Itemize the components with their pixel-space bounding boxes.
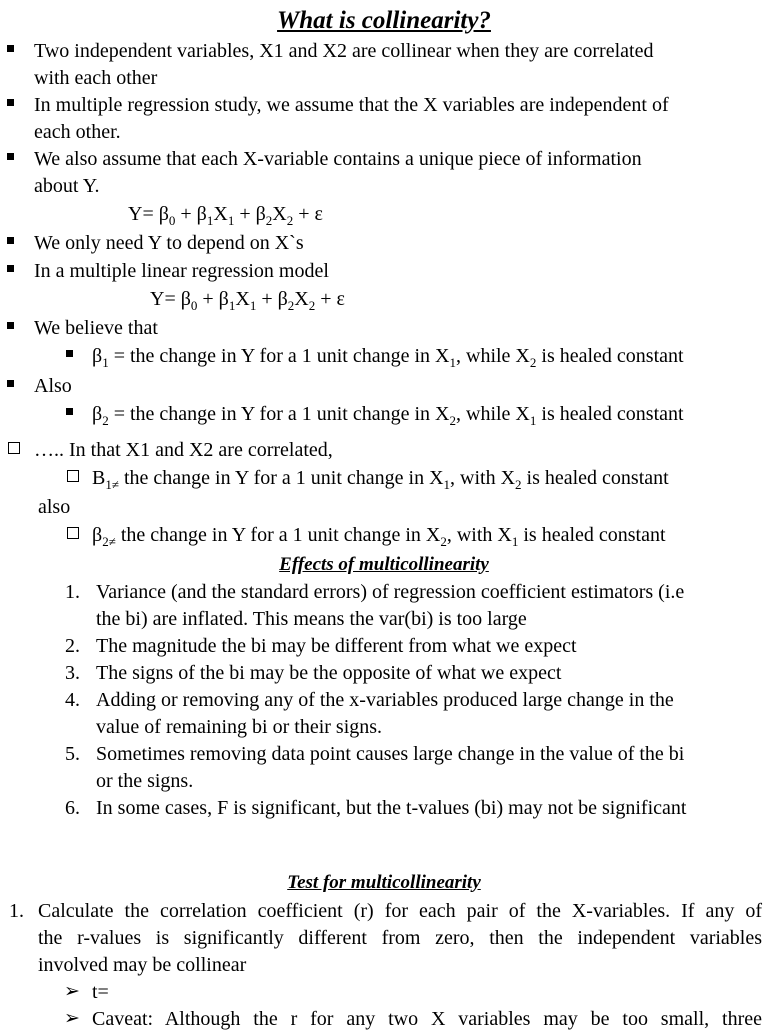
list-number: 2. <box>65 635 80 657</box>
test-item-line: the r-values is significantly different from zero, then the independent variables <box>38 927 762 949</box>
bullet-text: In multiple regression study, we assume that the X variables are independent of <box>34 94 669 116</box>
also-text: also <box>38 496 71 518</box>
effect-item-line: Adding or removing any of the x-variables produced large change in the <box>96 689 674 711</box>
bullet-marker <box>7 45 14 52</box>
bullet-text-cont: about Y. <box>34 175 100 197</box>
bullet-marker <box>7 265 14 272</box>
effect-item-line: Variance (and the standard errors) of regression coefficient estimators (i.e <box>96 581 685 603</box>
bullet-marker <box>7 153 14 160</box>
test-heading: Test for multicollinearity <box>287 872 481 893</box>
effects-heading: Effects of multicollinearity <box>279 554 489 575</box>
bullet-text: We also assume that each X-variable contains a unique piece of information <box>34 148 642 170</box>
beta2-not-equal-line: $\beta_{2\ne}$ the change in Y for a 1 unit change in $X_2$, with $X_1$ is healed constant <box>92 524 666 549</box>
effect-item-line: The magnitude the bi may be different from what we expect <box>96 635 577 657</box>
checkbox-bullet <box>67 470 79 482</box>
effect-item-line: the bi) are inflated. This means the var(bi) is too large <box>96 608 527 630</box>
bullet-text: We only need Y to depend on X`s <box>34 232 304 254</box>
t-equation: t= <box>92 981 109 1003</box>
arrow-bullet-icon: ➢ <box>64 981 80 1002</box>
page-title: What is collinearity? <box>277 7 491 34</box>
effect-item-line: value of remaining bi or their signs. <box>96 716 383 738</box>
bullet-text: Two independent variables, X1 and X2 are collinear when they are correlated <box>34 40 654 62</box>
list-number: 4. <box>65 689 80 711</box>
test-item-line: involved may be collinear <box>38 954 247 976</box>
list-number: 3. <box>65 662 80 684</box>
effect-item-line: In some cases, F is significant, but the t-values (bi) may not be significant <box>96 797 687 819</box>
caveat-line: Caveat: Although the r for any two X variables may be too small, three <box>92 1008 762 1030</box>
bullet-marker <box>7 380 14 387</box>
list-number: 5. <box>65 743 80 765</box>
bullet-text: Also <box>34 375 72 397</box>
bullet-text: We believe that <box>34 317 158 339</box>
bullet-text-cont: each other. <box>34 121 121 143</box>
test-item-line: Calculate the correlation coefficient (r) for each pair of the X-variables. If any of <box>38 900 762 922</box>
regression-equation: $Y= \beta_0 + \beta_1X_1 + \beta_2X_2 + \varepsilon$ <box>150 288 345 313</box>
list-number: 6. <box>65 797 80 819</box>
b1-not-equal-line: $B_{1\ne}$ the change in Y for a 1 unit change in $X_1$, with $X_2$ is healed constant <box>92 467 669 492</box>
correlated-intro: ….. In that X1 and X2 are correlated, <box>34 439 333 461</box>
list-number: 1. <box>9 900 24 922</box>
checkbox-bullet <box>67 527 79 539</box>
bullet-marker <box>7 237 14 244</box>
list-number: 1. <box>65 581 80 603</box>
bullet-text-cont: with each other <box>34 67 158 89</box>
effect-item-line: Sometimes removing data point causes large change in the value of the bi <box>96 743 685 765</box>
beta2-definition: $\beta_2$ = the change in Y for a 1 unit change in $X_2$, while $X_1$ is healed constant <box>92 403 684 428</box>
beta1-definition: $\beta_1$ = the change in Y for a 1 unit change in $X_1$, while $X_2$ is healed constant <box>92 345 684 370</box>
bullet-marker <box>7 322 14 329</box>
regression-equation: $Y= \beta_0 + \beta_1X_1 + \beta_2X_2 + \varepsilon$ <box>128 203 323 228</box>
sub-bullet-marker <box>66 408 73 415</box>
checkbox-bullet <box>8 442 20 454</box>
bullet-text: In a multiple linear regression model <box>34 260 329 282</box>
sub-bullet-marker <box>66 350 73 357</box>
arrow-bullet-icon: ➢ <box>64 1008 80 1029</box>
bullet-marker <box>7 99 14 106</box>
effect-item-line: The signs of the bi may be the opposite of what we expect <box>96 662 562 684</box>
effect-item-line: or the signs. <box>96 770 194 792</box>
